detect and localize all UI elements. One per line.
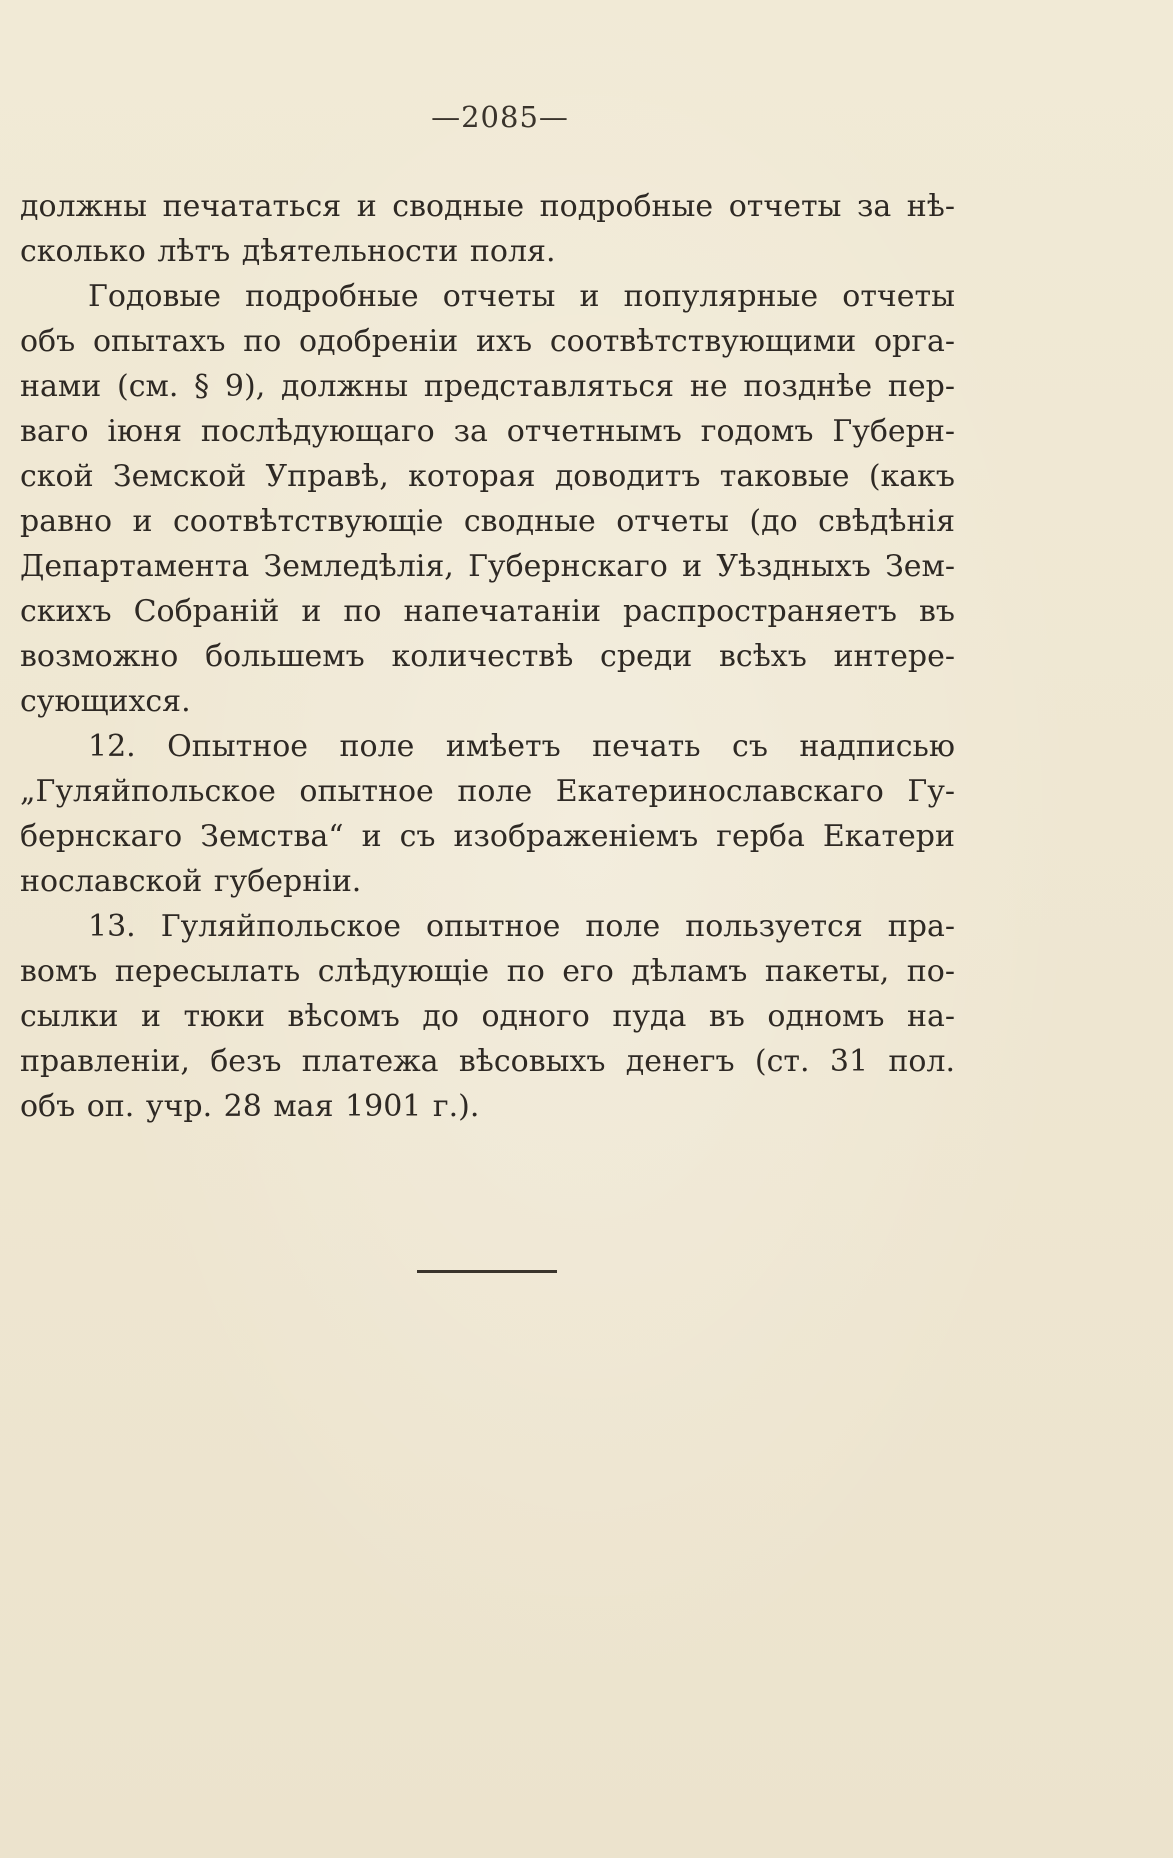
text-line: скихъ Собраній и по напечатаніи распространяетъ въ <box>20 594 955 629</box>
text-line: сующихся. <box>20 684 191 719</box>
text-line: бернскаго Земства“ и съ изображеніемъ герба Екатери <box>20 819 955 854</box>
text-line: возможно большемъ количествѣ среди всѣхъ интере- <box>20 639 955 674</box>
text-line: вомъ пересылать слѣдующіе по его дѣламъ пакеты, по- <box>20 954 955 989</box>
text-line: 12. Опытное поле имѣетъ печать съ надписью <box>88 729 955 764</box>
text-line: должны печататься и сводные подробные отчеты за нѣ- <box>20 189 955 224</box>
text-line: объ опытахъ по одобреніи ихъ соотвѣтствующими орга- <box>20 324 955 359</box>
text-line: ваго іюня послѣдующаго за отчетнымъ годомъ Губерн- <box>20 414 955 449</box>
text-line: правленіи, безъ платежа вѣсовыхъ денегъ (ст. 31 пол. <box>20 1044 955 1079</box>
page-number: —2085— <box>431 100 569 134</box>
body-text <box>20 184 955 1129</box>
text-line: „Гуляйпольское опытное поле Екатеринославскаго Гу- <box>20 774 955 809</box>
text-line: объ оп. учр. 28 мая 1901 г.). <box>20 1089 480 1124</box>
text-line: сылки и тюки вѣсомъ до одного пуда въ одномъ на- <box>20 999 955 1034</box>
section-divider <box>417 1270 557 1273</box>
text-line: 13. Гуляйпольское опытное поле пользуется пра- <box>88 909 955 944</box>
text-line: нославской губерніи. <box>20 864 362 899</box>
text-line: сколько лѣтъ дѣятельности поля. <box>20 234 556 269</box>
text-line: равно и соотвѣтствующіе сводные отчеты (до свѣдѣнія <box>20 504 955 539</box>
text-line: Годовые подробные отчеты и популярные отчеты <box>88 279 955 314</box>
text-line: нами (см. § 9), должны представляться не позднѣе пер- <box>20 369 955 404</box>
text-line: Департамента Земледѣлія, Губернскаго и Уѣздныхъ Зем- <box>20 549 955 584</box>
text-line: ской Земской Управѣ, которая доводитъ таковые (какъ <box>20 459 955 494</box>
